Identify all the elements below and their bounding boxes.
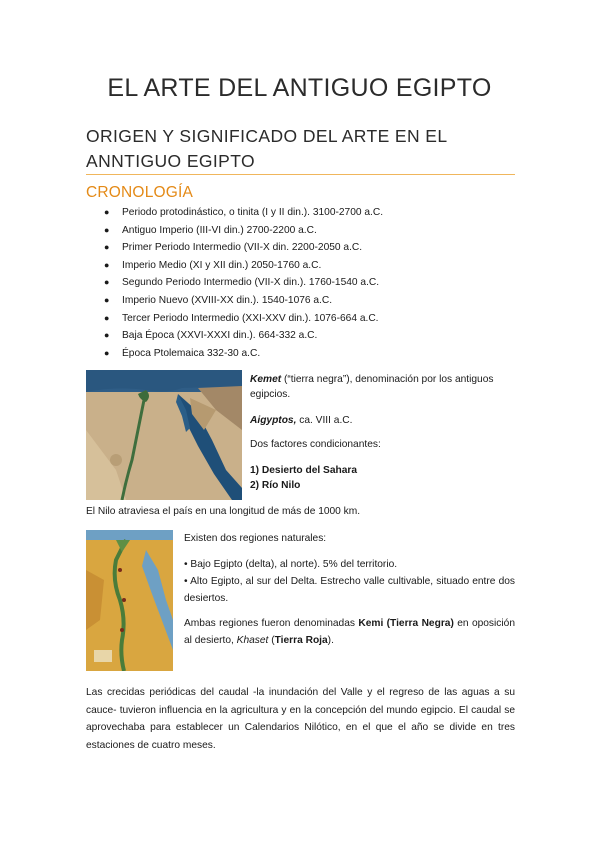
term-tierra-roja: Tierra Roja <box>274 635 328 646</box>
bullet-icon: • <box>184 559 191 570</box>
bullet-icon: ● <box>104 312 110 323</box>
text-line: El Nilo atraviesa el país en una longitud de más de 1000 km. <box>86 506 361 517</box>
factor-sahara: 1) Desierto del Sahara <box>250 465 358 476</box>
regions-paragraph: Ambas regiones fueron denominadas Kemi (Tierra Negra) en oposición al desierto, Khaset (Tierra Roja). <box>184 618 515 646</box>
bullet-icon: ● <box>104 347 110 358</box>
list-item: ● Antiguo Imperio (III-VI din.) 2700-2200 a.C. <box>104 222 383 240</box>
document-title: EL ARTE DEL ANTIGUO EGIPTO <box>107 74 492 102</box>
list-item: ● Periodo protodinástico, o tinita (I y II din.). 3100-2700 a.C. <box>104 204 383 222</box>
egypt-map-image <box>86 530 173 671</box>
list-item: ● Época Ptolemaica 332-30 a.C. <box>104 345 383 363</box>
subsection-heading: CRONOLOGÍA <box>86 184 194 201</box>
bullet-icon: ● <box>104 242 110 253</box>
bullet-icon: ● <box>104 207 110 217</box>
heading-underline <box>86 174 515 175</box>
factor-nile: 2) Río Nilo <box>250 480 301 491</box>
list-item: ● Imperio Medio (XI y XII din.) 2050-1760 a.C. <box>104 257 383 275</box>
list-item: ● Tercer Periodo Intermedio (XXI-XXV din.). 1076-664 a.C. <box>104 310 383 328</box>
text-line: Existen dos regiones naturales: <box>184 533 327 544</box>
bullet-icon: • <box>184 576 191 587</box>
closing-paragraph: Las crecidas periódicas del caudal -la inundación del Valle y el regreso de las aguas a su cauce- tuvieron influencia en la agricultura y en la concepción del mundo egipcio. El caudal se aprovechaba para establecer un Calendarios Nilótico, en el que el año se divide en tres estaciones de cuatro meses. <box>86 687 515 751</box>
list-item: • Alto Egipto, al sur del Delta. Estrecho valle cultivable, situado entre dos desiertos. <box>184 576 515 604</box>
chronology-list <box>104 204 383 362</box>
text-line: egipcios. <box>250 389 291 400</box>
list-item: ● Segundo Periodo Intermedio (VII-X din.). 1760-1540 a.C. <box>104 274 383 292</box>
bullet-icon: ● <box>104 224 110 235</box>
term-kemet: Kemet <box>250 374 282 385</box>
text-line: Dos factores condicionantes: <box>250 439 381 450</box>
term-kemi: Kemi (Tierra Negra) <box>358 618 454 629</box>
bullet-icon: ● <box>104 294 110 305</box>
bullet-icon: ● <box>104 330 110 341</box>
section-heading: ORIGEN Y SIGNIFICADO DEL ARTE EN EL ANNTIGUO EGIPTO <box>86 126 447 171</box>
term-aigyptos: Aigyptos, <box>250 415 297 426</box>
term-khaset: Khaset <box>236 635 269 646</box>
list-item: • Bajo Egipto (delta), al norte). 5% del territorio. <box>184 559 398 570</box>
bullet-icon: ● <box>104 259 110 270</box>
list-item: ● Baja Época (XXVI-XXXI din.). 664-332 a.C. <box>104 327 383 345</box>
bullet-icon: ● <box>104 277 110 288</box>
satellite-map-image <box>86 370 242 500</box>
document-page: EL ARTE DEL ANTIGUO EGIPTO ORIGEN Y SIGNIFICADO DEL ARTE EN EL ANNTIGUO EGIPTO CRONOLOGÍA ● Periodo protodinástico, o tinita (I y II din.). 3100-2700 a.C. ● Antiguo Imperio (III-VI din.) 2700-2200 a.C. ● Primer Periodo Intermedio (VII-X din. 2200-2050 a.C. ● Imperio Medio (XI y XII din.) 2050-1760 a.C. ● Segundo Periodo Intermedio (VII-X din.). 1760-1540 a.C. ● Imperio Nuevo (XVIII-XX din.). 1540-1076 a.C. ● Tercer Periodo Intermedio (XXI-XXV din.). 1076-664 a.C. ● Baja Época (XXVI-XXXI din.). 664-332 a.C. ● Época Ptolemaica 332-30 a.C. Kemet (“tierra negra”), denominación por los antiguos egipcios. Aigyptos, ca. VIII a.C. Dos factores condicionantes: 1) Desierto del Sahara 2) Río Nilo El Nilo atraviesa el país en una longitud de más de 1000 km. Existen dos regiones naturales: • Bajo Egipto (delta), al norte). 5% del territorio. • Alto Egipto, al sur del Delta. Estrecho valle cultivable, situado entre dos desiertos. Ambas regiones fueron denominadas Kemi (Tierra Negra) en oposición al desierto, Khaset (Tierra Roja). Las crecidas periódicas del caudal -la inundación del Valle y el regreso de las aguas a su cauce- tuvieron influencia en la agricultura y en la concepción del mundo egipcio. El caudal se aprovechaba para establecer un Calendarios Nilótico, en el que el año se divide en tres estaciones de cuatro meses. <box>0 0 599 848</box>
list-item: ● Imperio Nuevo (XVIII-XX din.). 1540-1076 a.C. <box>104 292 383 310</box>
list-item: ● Primer Periodo Intermedio (VII-X din. 2200-2050 a.C. <box>104 239 383 257</box>
